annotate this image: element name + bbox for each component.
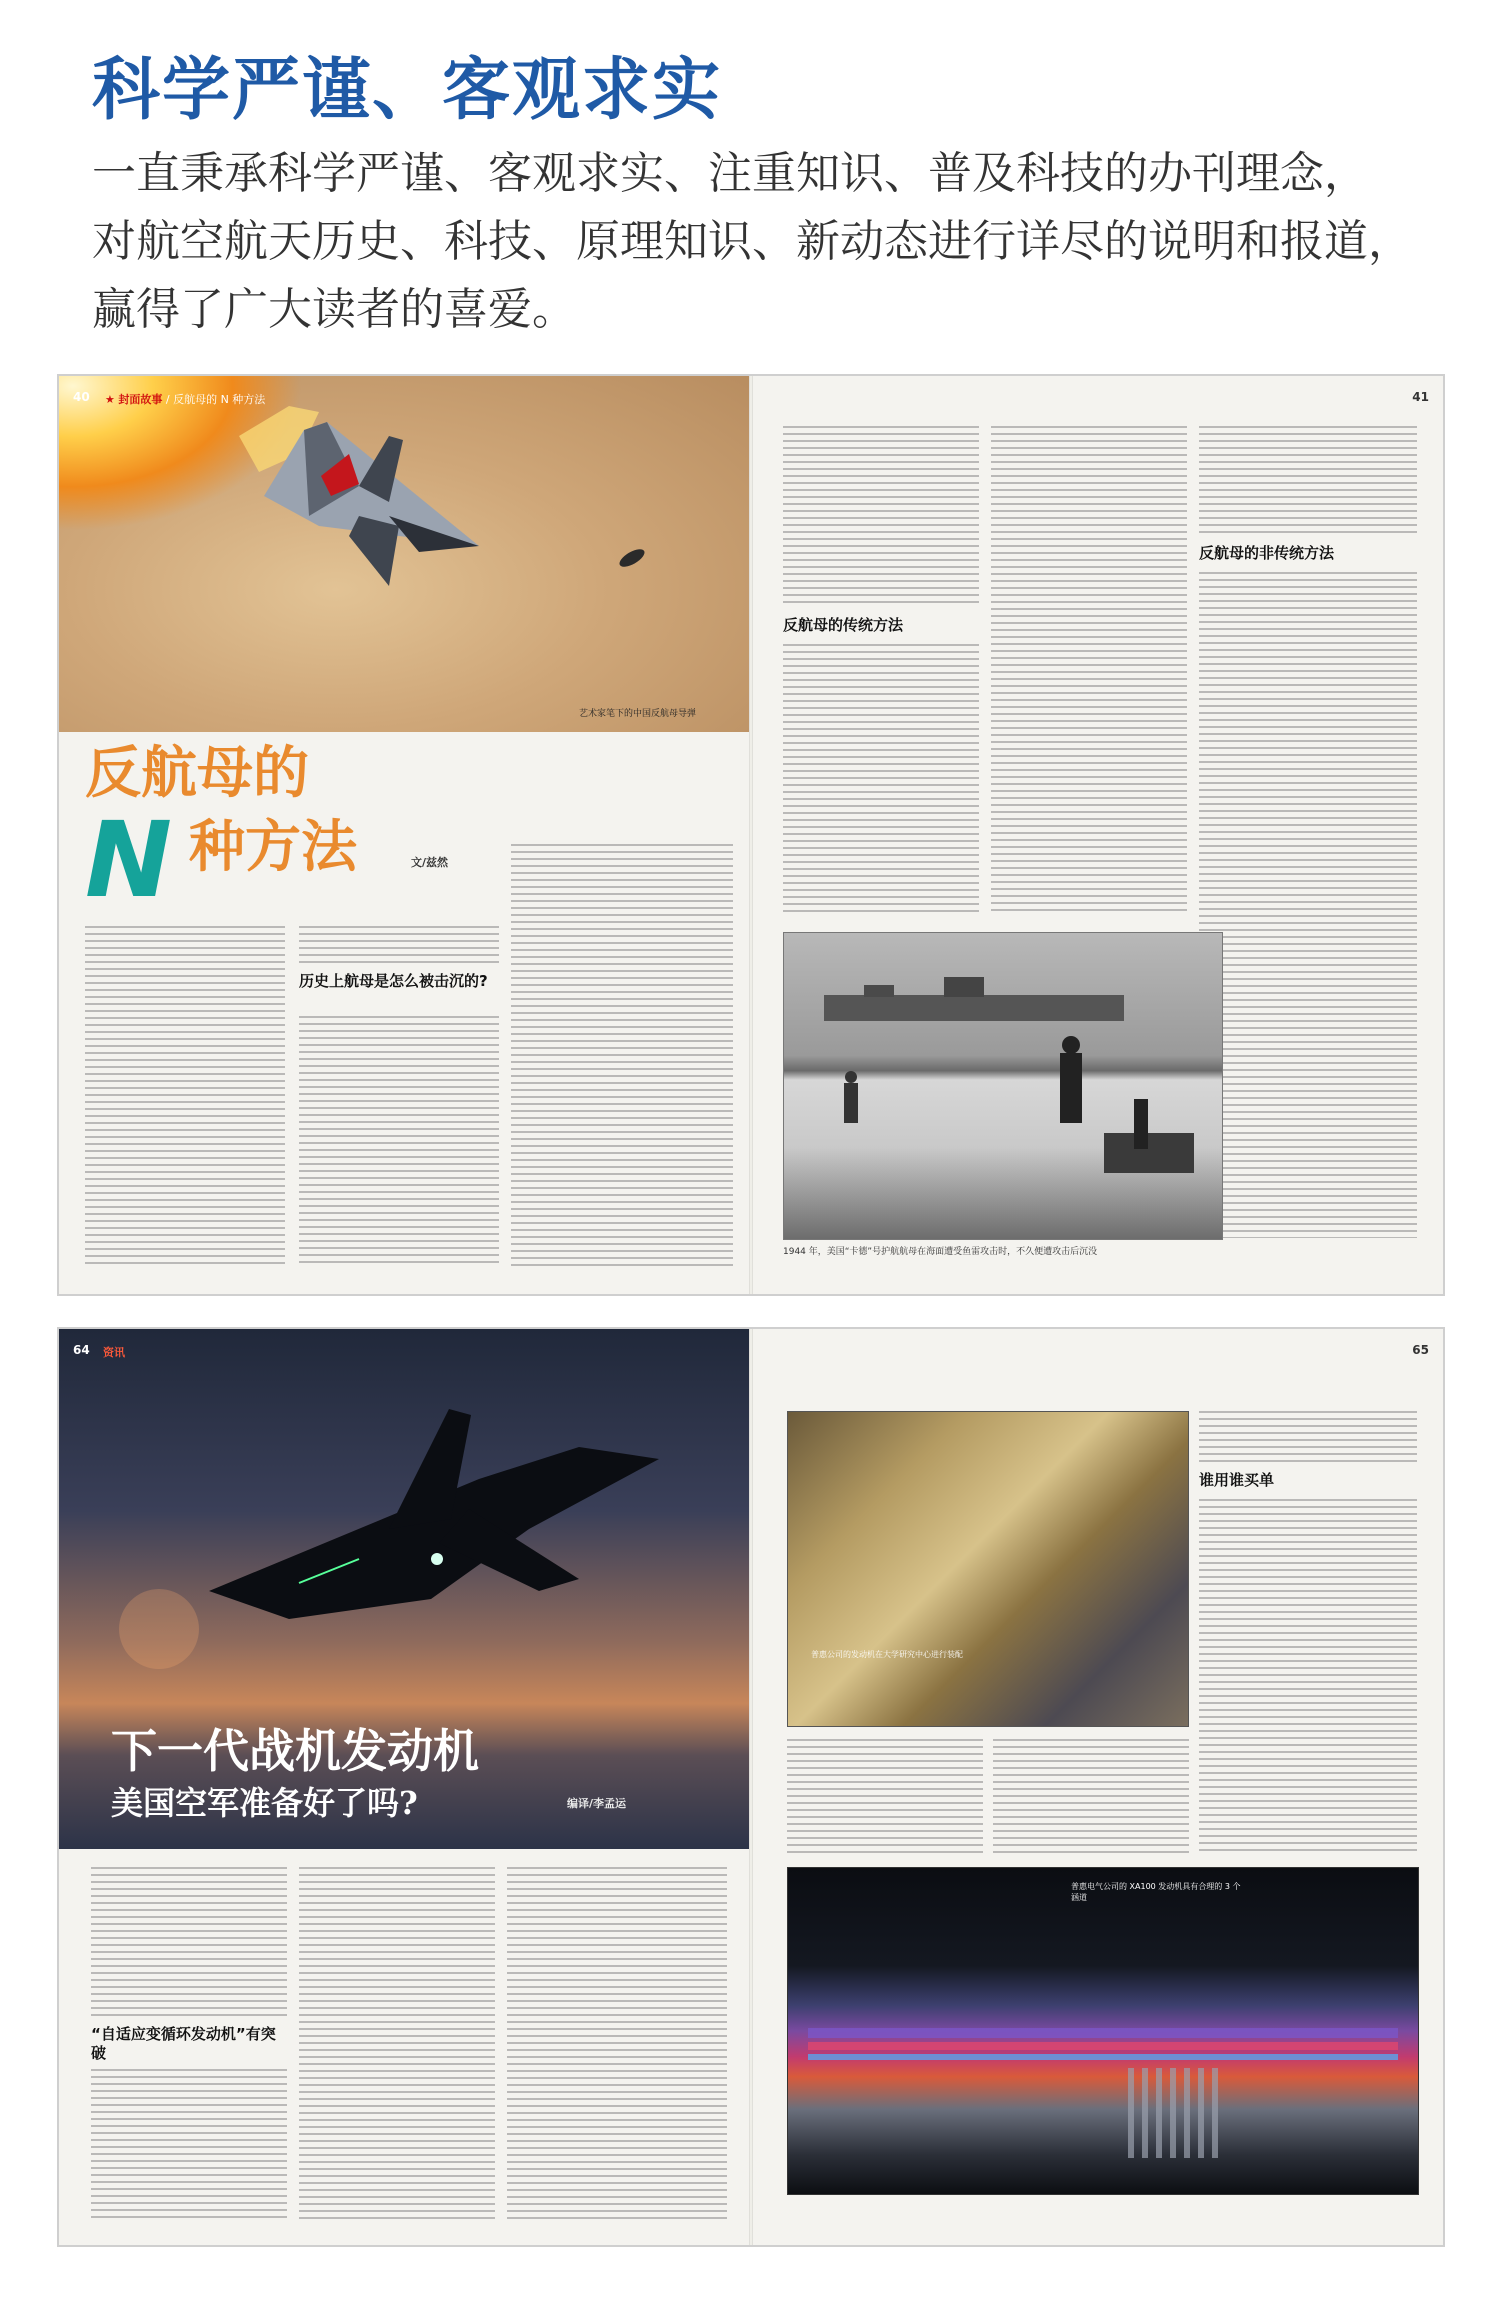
hero-illustration (59, 376, 751, 732)
subhead-who-pays: 谁用谁买单 (1199, 1471, 1275, 1489)
page-number: 65 (1412, 1343, 1429, 1357)
running-header (103, 1344, 125, 1360)
subhead-traditional: 反航母的传统方法 (783, 616, 904, 634)
body-text-column (993, 1739, 1189, 1855)
body-text-column (85, 926, 285, 1266)
running-title: 反航母的 N 种方法 (173, 393, 266, 406)
body-text-column (299, 1867, 495, 2219)
magazine-spread-anti-carrier (57, 374, 1445, 1296)
intro-paragraph (92, 140, 1472, 344)
hero-caption: 艺术家笔下的中国反航母导弹 (579, 709, 697, 719)
engine-assembly-photo (787, 1411, 1189, 1727)
running-header: ★ 封面故事 / 反航母的 N 种方法 (105, 393, 266, 406)
magazine-spread-engine (57, 1327, 1445, 2247)
running-section: 资讯 (103, 1346, 125, 1359)
byline: 文/兹然 (411, 856, 449, 869)
page-number: 64 (73, 1343, 90, 1357)
photo-caption: 1944 年，美国“卡德”号护航航母在海面遭受鱼雷攻击时，不久便遭攻击后沉没 (783, 1247, 1098, 1257)
left-page (59, 1329, 751, 2245)
engine-photo-caption: 普惠公司的发动机在大学研究中心进行装配 (811, 1650, 963, 1659)
body-text-column (787, 1739, 983, 1855)
body-text-column (991, 426, 1187, 916)
historical-carrier-photo (783, 932, 1223, 1240)
intro-line: 赢得了广大读者的喜爱。 (92, 284, 576, 335)
missile-illustration (59, 376, 751, 732)
left-page (59, 376, 751, 1294)
article-title-line2: 种方法 (189, 815, 357, 880)
article-title-line1: 反航母的 (85, 741, 309, 806)
subhead-history: 历史上航母是怎么被击沉的? (299, 972, 488, 990)
body-text-column (783, 426, 979, 606)
intro-line: 对航空航天历史、科技、原理知识、新动态进行详尽的说明和报道， (92, 216, 1412, 267)
body-text-column (91, 1867, 287, 2017)
body-text-column (783, 644, 979, 916)
carrier-photo-illustration (784, 933, 1222, 1239)
body-text-column (1199, 1411, 1417, 1463)
page-heading: 科学严谨、客观求实 (92, 50, 723, 130)
body-text-column (1199, 1499, 1417, 1851)
body-text-column (511, 844, 733, 1266)
page-number: 40 (73, 390, 90, 404)
article-title-line1: 下一代战机发动机 (111, 1724, 479, 1778)
engine-cutaway-graphic (788, 1868, 1418, 2194)
right-page (751, 376, 1443, 1294)
body-text-column (1199, 572, 1417, 1238)
article-title-n: N (85, 799, 173, 921)
running-section: 封面故事 (118, 393, 163, 406)
right-page (751, 1329, 1443, 2245)
page-number: 41 (1412, 390, 1429, 404)
intro-line: 一直秉承科学严谨、客观求实、注重知识、普及科技的办刊理念， (92, 148, 1368, 199)
article-title-line2: 美国空军准备好了吗? (111, 1784, 418, 1822)
body-text-column (91, 2069, 287, 2219)
byline: 编译/李孟运 (567, 1797, 627, 1810)
subhead-non-traditional: 反航母的非传统方法 (1199, 544, 1335, 562)
engine-cutaway-illustration (787, 1867, 1419, 2195)
body-text-column (1199, 426, 1417, 534)
body-text-column (299, 1016, 499, 1266)
engine-cutaway-caption: 普惠电气公司的 XA100 发动机具有合理的 3 个涵道 (1071, 1882, 1241, 1902)
subhead-adaptive: “自适应变循环发动机”有突破 (91, 2025, 276, 2062)
body-text-column (299, 926, 499, 966)
star-icon: ★ (105, 393, 115, 406)
body-text-column (507, 1867, 727, 2219)
